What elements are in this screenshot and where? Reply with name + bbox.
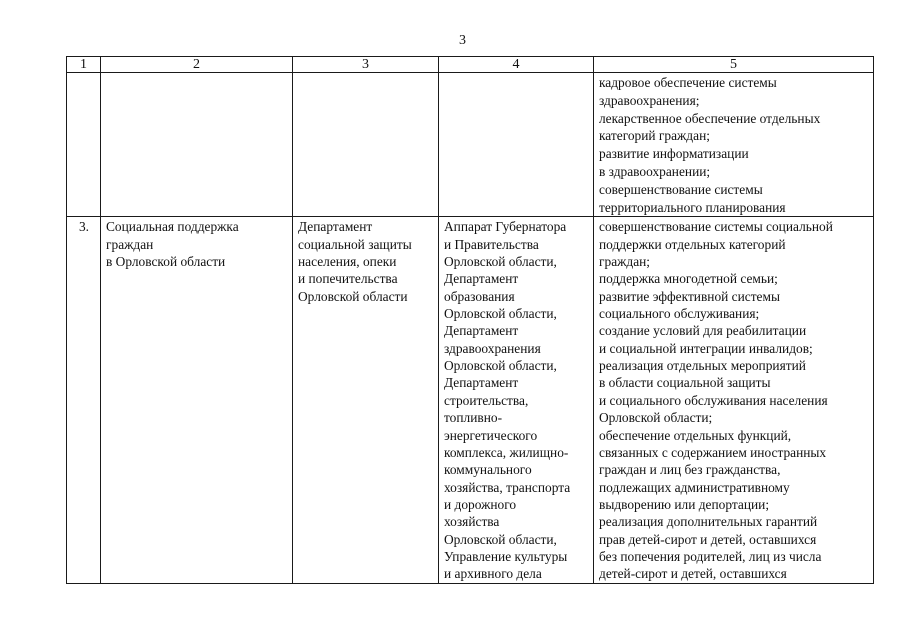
executor-line: населения, опеки xyxy=(298,254,397,270)
coexecutor-line: Департамент xyxy=(444,323,519,339)
row-number-cell xyxy=(67,217,101,583)
subprogram-line: поддержка многодетной семьи; xyxy=(599,271,778,287)
executor-line: социальной защиты xyxy=(298,236,412,252)
subprogram-line: связанных с содержанием иностранных xyxy=(599,444,827,460)
subprogram-line: граждан и лиц без гражданства, xyxy=(599,462,781,478)
subprogram-line: в области социальной защиты xyxy=(599,375,771,391)
header-col-2: 2 xyxy=(101,57,293,73)
subprogram-line: совершенствование системы xyxy=(599,181,763,197)
executor-line: и попечительства xyxy=(298,271,398,287)
subprogram-line: граждан; xyxy=(599,254,651,270)
coexecutor-line: здравоохранения xyxy=(444,340,541,356)
coexecutor-line: и Правительства xyxy=(444,236,539,252)
subprogram-line: реализация дополнительных гарантий xyxy=(599,514,818,530)
subprogram-line: социального обслуживания; xyxy=(599,306,760,322)
coexecutor-line: и дорожного xyxy=(444,496,517,512)
subprogram-line: подлежащих административному xyxy=(599,479,790,495)
subprogram-line: Орловской области; xyxy=(599,410,713,426)
executor-cell xyxy=(293,217,439,583)
subprogram-line: и социальной интеграции инвалидов; xyxy=(599,340,813,356)
subprogram-line: развитие эффективной системы xyxy=(599,288,780,304)
subprograms xyxy=(594,217,873,582)
continuation-row xyxy=(67,73,874,217)
coexecutor-line: Управление культуры xyxy=(444,548,568,564)
coexecutor-line: хозяйства, транспорта xyxy=(444,479,571,495)
program-name-line: в Орловской области xyxy=(106,254,226,270)
coexecutor-line: Департамент xyxy=(444,375,519,391)
program-name xyxy=(101,217,292,270)
subprogram-line: развитие информатизации xyxy=(599,146,749,162)
coexecutor-line: строительства, xyxy=(444,392,529,408)
subprogram-line: совершенствование системы социальной xyxy=(599,219,833,235)
header-col-3: 3 xyxy=(293,57,439,73)
subprogram-line: лекарственное обеспечение отдельных xyxy=(599,110,821,126)
co-executors xyxy=(439,217,593,582)
subprogram-line: детей-сирот и детей, оставшихся xyxy=(599,566,787,582)
subprogram-line: обеспечение отдельных функций, xyxy=(599,427,792,443)
subprogram-line: реализация отдельных мероприятий xyxy=(599,358,806,374)
coexecutor-line: Орловской области, xyxy=(444,254,557,270)
coexecutor-line: Орловской области, xyxy=(444,306,557,322)
header-row xyxy=(67,57,874,73)
subprogram-line: категорий граждан; xyxy=(599,128,710,144)
coexecutor-line: Аппарат Губернатора xyxy=(444,219,567,235)
page-number: 3 xyxy=(459,33,466,48)
subprogram-line: территориального планирования xyxy=(599,199,786,215)
coexecutor-line: Департамент xyxy=(444,271,519,287)
subprogram-line: создание условий для реабилитации xyxy=(599,323,807,339)
header-col-5: 5 xyxy=(594,57,874,73)
executor-line: Орловской области xyxy=(298,288,408,304)
cont-col-1 xyxy=(67,73,101,217)
coexecutor-line: и архивного дела xyxy=(444,566,542,582)
subprogram-line: и социального обслуживания населения xyxy=(599,392,828,408)
subprogram-line: поддержки отдельных категорий xyxy=(599,236,786,252)
program-name-line: Социальная поддержка xyxy=(106,219,239,235)
coexecutor-line: Орловской области, xyxy=(444,358,557,374)
subprogram-line: здравоохранения; xyxy=(599,92,700,108)
cont-col-3 xyxy=(293,73,439,217)
header-col-4: 4 xyxy=(439,57,594,73)
program-table xyxy=(66,56,874,584)
subprogram-line: кадровое обеспечение системы xyxy=(599,75,777,90)
responsible-executor xyxy=(293,217,438,305)
cont-col-5 xyxy=(594,73,874,217)
table-row xyxy=(67,217,874,583)
subprogram-cell xyxy=(594,217,874,583)
subprogram-line: прав детей-сирот и детей, оставшихся xyxy=(599,531,817,547)
cont-subprograms xyxy=(594,73,873,216)
row-number: 3. xyxy=(78,219,90,235)
coexecutor-line: энергетического xyxy=(444,427,538,443)
program-name-line: граждан xyxy=(106,236,154,252)
subprogram-line: выдворению или депортации; xyxy=(599,496,770,512)
coexecutor-line: Орловской области, xyxy=(444,531,557,547)
executor-line: Департамент xyxy=(298,219,373,235)
coexecutor-line: хозяйства xyxy=(444,514,500,530)
header-col-1: 1 xyxy=(67,57,101,73)
coexecutor-line: топливно- xyxy=(444,410,503,426)
program-cell xyxy=(101,217,293,583)
coexecutor-cell xyxy=(439,217,594,583)
coexecutor-line: комплекса, жилищно- xyxy=(444,444,569,460)
subprogram-line: без попечения родителей, лиц из числа xyxy=(599,548,822,564)
coexecutor-line: коммунального xyxy=(444,462,532,478)
cont-col-4 xyxy=(439,73,594,217)
coexecutor-line: образования xyxy=(444,288,515,304)
subprogram-line: в здравоохранении; xyxy=(599,163,711,179)
cont-col-2 xyxy=(101,73,293,217)
